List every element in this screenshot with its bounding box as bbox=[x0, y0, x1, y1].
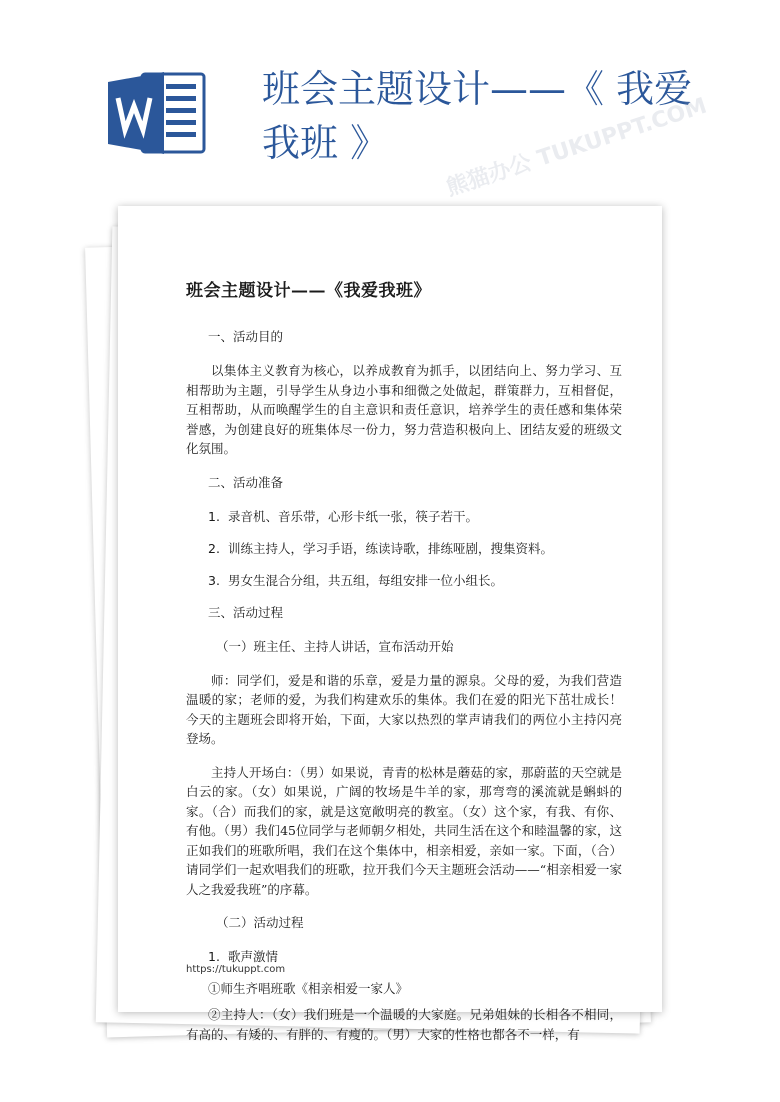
header bbox=[0, 0, 780, 200]
list-number: 2. bbox=[208, 540, 220, 556]
list-item bbox=[208, 947, 622, 965]
document-page bbox=[118, 206, 662, 1042]
page-title: 班会主题设计——《 我爱我班 》 bbox=[262, 67, 693, 165]
section-heading: 二、活动准备 bbox=[208, 474, 284, 490]
list-number: 1. bbox=[208, 508, 220, 524]
paragraph: 主持人开场白：（男）如果说，青青的松林是蘑菇的家，那蔚蓝的天空就是白云的家。（女）如果说，广阔的牧场是牛羊的家，那弯弯的溪流就是蝌蚪的家。（合）而我们的家，就是这宽敞明亮的教室。（女）这个家，有我、有你、有他。（男）我们45位同学与老师朝夕相处，共同生活在这个和睦温馨的家，这正如我们的班歌所唱，我们在这个集体中，相亲相爱，亲如一家。下面，（合）请同学们一起欢唱我们的班歌，拉开我们今天主题班会活动——“相亲相爱一家人之我爱我班”的序幕。 bbox=[186, 764, 622, 897]
section-heading: 三、活动过程 bbox=[208, 604, 284, 620]
word-document-icon bbox=[108, 70, 208, 156]
list-item bbox=[208, 571, 622, 589]
document-content bbox=[186, 276, 622, 1058]
circled-item: ①师生齐唱班歌《相亲相爱一家人》 bbox=[208, 981, 409, 996]
list-number: 3. bbox=[208, 572, 220, 588]
list-item bbox=[208, 539, 622, 557]
document-title: 班会主题设计——《我爱我班》 bbox=[186, 281, 431, 301]
subsection-heading: （一）班主任、主持人讲话，宣布活动开始 bbox=[216, 638, 454, 654]
list-text: 男女生混合分组，共五组，每组安排一位小组长。 bbox=[227, 572, 503, 588]
subsection-heading: （二）活动过程 bbox=[216, 915, 304, 930]
list-text: 歌声激情 bbox=[227, 949, 278, 964]
list-text: 训练主持人，学习手语，练读诗歌，排练哑剧，搜集资料。 bbox=[227, 540, 553, 556]
watermark: 熊猫办公 TUKUPPT.COM bbox=[443, 93, 710, 202]
footer-link[interactable]: https://tukuppt.com bbox=[186, 964, 286, 975]
paragraph: ②主持人：（女）我们班是一个温暖的大家庭。兄弟姐妹的长相各不相同，有高的、有矮的、有胖的、有瘦的。（男）大家的性格也都各不一样，有 bbox=[186, 1007, 622, 1042]
list-text: 录音机、音乐带，心形卡纸一张，筷子若干。 bbox=[227, 508, 478, 524]
section-heading: 一、活动目的 bbox=[208, 329, 284, 344]
list-item bbox=[208, 507, 622, 525]
paragraph: 以集体主义教育为核心，以养成教育为抓手，以团结向上、努力学习、互相帮助为主题，引导学生从身边小事和细微之处做起，群策群力，互相督促，互相帮助，从而唤醒学生的自主意识和责任意识，培养学生的责任感和集体荣誉感，为创建良好的班集体尽一份力，努力营造积极向上、团结友爱的班级文化氛围。 bbox=[186, 363, 622, 456]
paragraph: 师：同学们，爱是和谐的乐章，爱是力量的源泉。父母的爱，为我们营造温暖的家；老师的爱，为我们构建欢乐的集体。我们在爱的阳光下茁壮成长！今天的主题班会即将开始，下面，大家以热烈的掌声请我们的两位小主持闪亮登场。 bbox=[186, 672, 622, 746]
list-number: 1. bbox=[208, 949, 220, 964]
